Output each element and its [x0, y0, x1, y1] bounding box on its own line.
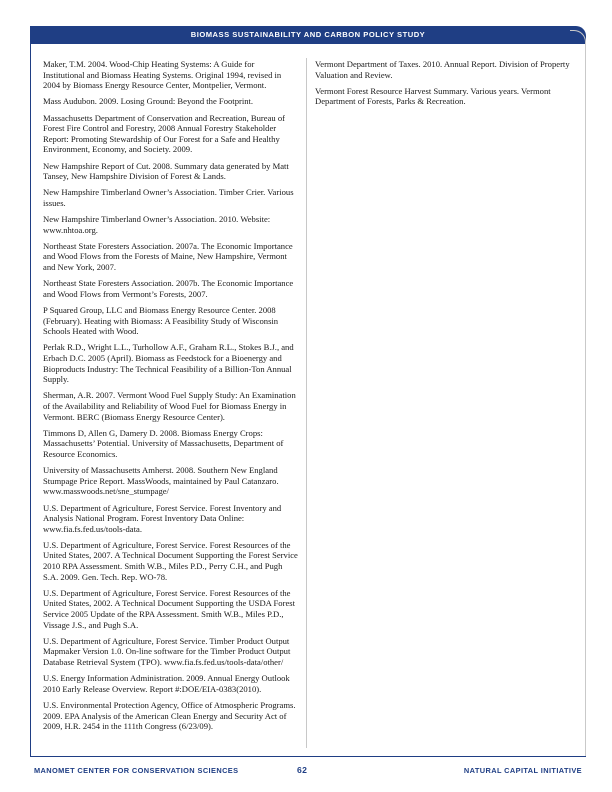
footer-organization: MANOMET CENTER FOR CONSERVATION SCIENCES	[34, 766, 239, 775]
reference-entry: Maker, T.M. 2004. Wood-Chip Heating Systems: A Guide for Institutional and Biomass Heating Systems. Original 1994, revised in 2004 by Biomass Energy Resource Center, Montpelier, Vermont.	[43, 59, 282, 91]
page-number: 62	[297, 765, 308, 775]
reference-entry: Mass Audubon. 2009. Losing Ground: Beyond the Footprint.	[43, 96, 254, 107]
reference-entry: Vermont Forest Resource Harvest Summary. Various years. Vermont Department of Forests, Parks & Recreation.	[315, 85, 551, 107]
reference-entry: New Hampshire Timberland Owner’s Association. 2010. Website: www.nhtoa.org.	[43, 214, 271, 235]
reference-entry: Timmons D, Allen G, Damery D. 2008. Biomass Energy Crops: Massachusetts’ Potential. University of Massachusetts, Department of Resource Economics.	[43, 427, 284, 459]
column-divider	[306, 58, 307, 748]
reference-entry: New Hampshire Timberland Owner’s Association. Timber Crier. Various issues.	[43, 187, 294, 208]
frame-bottom-rule	[30, 756, 586, 757]
references-left-column	[43, 59, 298, 737]
reference-entry: Sherman, A.R. 2007. Vermont Wood Fuel Supply Study: An Examination of the Availability and Reliability of Wood Fuel for Biomass Energy in Vermont. BERC (Biomass Energy Resource Center).	[43, 390, 296, 422]
reference-entry: Vermont Department of Taxes. 2010. Annual Report. Division of Property Valuation and Review.	[315, 59, 570, 80]
references-right-column	[315, 59, 570, 113]
reference-entry: University of Massachusetts Amherst. 2008. Southern New England Stumpage Price Report. MassWoods, maintained by Paul Catanzaro. www.masswoods.net/sne_stumpage/	[43, 465, 279, 497]
reference-entry: Northeast State Foresters Association. 2007a. The Economic Importance and Wood Flows from the Forests of Maine, New Hampshire, Vermont and New York, 2007.	[43, 240, 293, 273]
reference-entry: Massachusetts Department of Conservation and Recreation, Bureau of Forest Fire Control and Forestry, 2008 Annual Forestry Stakeholder Report: Promoting Stewardship of Our Forest for a Safe and Healthy Environment, Economy, and Society. 2009.	[43, 112, 285, 155]
reference-entry: New Hampshire Report of Cut. 2008. Summary data generated by Matt Tansey, New Hampshire Division of Forest & Lands.	[43, 160, 289, 182]
reference-entry: Perlak R.D., Wright L.L., Turhollow A.F., Graham R.L., Stokes B.J., and Erbach D.C. 2005 (April). Biomass as Feedstock for a Bioenergy and Bioproducts Industry: The Technical Feasibility of a Billion-Ton Annual Supply.	[43, 342, 294, 385]
reference-entry: Northeast State Foresters Association. 2007b. The Economic Importance and Wood Flows from Vermont’s Forests, 2007.	[43, 278, 294, 299]
frame-left-rule	[30, 44, 31, 756]
reference-entry: U.S. Energy Information Administration. 2009. Annual Energy Outlook 2010 Early Release Overview. Report #:DOE/EIA-0383(2010).	[43, 673, 290, 694]
footer-initiative: NATURAL CAPITAL INITIATIVE	[463, 766, 582, 775]
reference-entry: U.S. Department of Agriculture, Forest Service. Forest Resources of the United States, 2007. A Technical Document Supporting the Forest Service 2010 RPA Assessment. Smith W.B., Miles P.D., Perry C.H., and Pugh S.A. 2009. Gen. Tech. Rep. WO-78.	[43, 539, 298, 582]
reference-entry: U.S. Department of Agriculture, Forest Service. Forest Resources of the United States, 2002. A Technical Document Supporting the USDA Forest Service 2005 Update of the RPA Assessment. Smith W.B., Miles P.D., Vissage J.S., and Pugh S.A.	[43, 587, 296, 630]
reference-entry: P Squared Group, LLC and Biomass Energy Resource Center. 2008 (February). Heating with Biomass: A Feasibility Study of Wisconsin Schools Heated with Wood.	[43, 305, 279, 337]
reference-entry: U.S. Department of Agriculture, Forest Service. Forest Inventory and Analysis National Program. Forest Inventory Data Online: www.fia.fs.fed.us/tools-data.	[43, 502, 282, 534]
running-header: BIOMASS SUSTAINABILITY AND CARBON POLICY STUDY	[30, 26, 586, 44]
reference-entry: U.S. Environmental Protection Agency, Office of Atmospheric Programs. 2009. EPA Analysis of the American Clean Energy and Security Act of 2009, H.R. 2454 in the 111th Congress (6/23/09).	[43, 699, 296, 732]
frame-right-rule	[570, 30, 586, 756]
reference-entry: U.S. Department of Agriculture, Forest Service. Timber Product Output Mapmaker Version 1.0. On-line software for the Timber Product Output Database Retrieval System (TPO). www.fia.fs.fed.us/tools-data/other/	[43, 635, 291, 667]
